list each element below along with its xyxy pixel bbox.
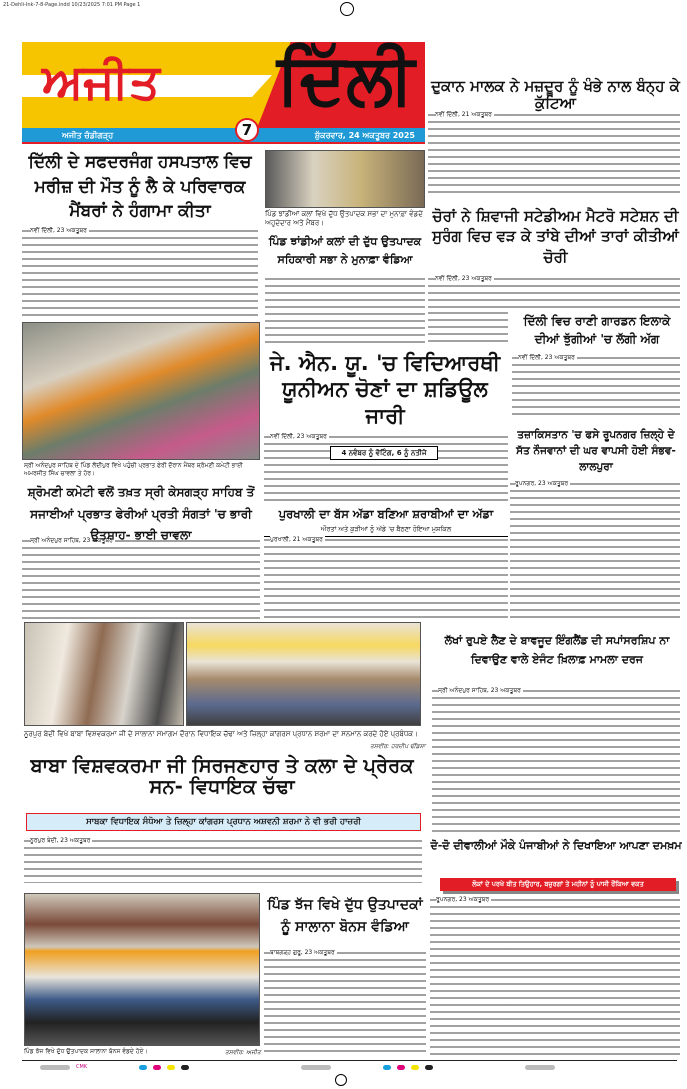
headline-fire: ਦਿੱਲੀ ਵਿਚ ਰਾਣੀ ਗਾਰਡਨ ਇਲਾਕੇ ਦੀਆਂ ਝੁੱਗੀਆਂ 'ਚ ਲੱਗੀ ਅੱਗ — [523, 314, 671, 346]
article-body — [430, 897, 680, 1055]
headline-safdarjung: ਦਿੱਲੀ ਦੇ ਸਫਦਰਜੰਗ ਹਸਪਤਾਲ ਵਿਚ ਮਰੀਜ਼ ਦੀ ਮੌਤ ਨੂੰ ਲੈ ਕੇ ਪਰਿਵਾਰਕ ਮੈਂਬਰਾਂ ਨੇ ਹੰਗਾਮਾ ਕੀਤਾ — [28, 152, 252, 222]
article-body — [510, 481, 680, 621]
section-title: ਦਿੱਲੀ — [277, 38, 415, 120]
photo-caption: ਪਿੰਡ ਝਾਂਡੀਆਂ ਕਲਾਂ ਵਿਖੇ ਦੁੱਧ ਉਤਪਾਦਕ ਸਭਾ ਦਾ ਮੁਨਾਫ਼ਾ ਵੰਡਦੇ ਅਹੁਦੇਦਾਰ ਅਤੇ ਮੈਂਬਰ। — [265, 210, 423, 228]
color-bar-label: CMK — [76, 1064, 88, 1070]
article-body — [264, 950, 426, 1055]
photo-caption: ਪਿੰਡ ਝੱਜ ਵਿਖੇ ਦੁੱਧ ਉਤਪਾਦਕ ਸਾਲਾਨਾ ਬੋਨਸ ਵੰਡਦੇ ਹੋਏ। — [24, 1048, 148, 1055]
photo-credit: ਤਸਵੀਰ: ਹਰਦੀਪ ਢੀਂਡਸਾ — [370, 743, 426, 750]
dateline: ਸ੍ਰੀ ਅਨੰਦਪੁਰ ਸਾਹਿਬ, 23 ਅਕਤੂਬਰ — [30, 537, 113, 544]
registration-mark — [335, 1074, 347, 1086]
headline-vishwakarma: ਬਾਬਾ ਵਿਸ਼ਵਕਰਮਾ ਜੀ ਸਿਰਜਣਹਾਰ ਤੇ ਕਲਾ ਦੇ ਪ੍ਰੇਰਕ ਸਨ- ਵਿਧਾਇਕ ਚੱਢਾ — [30, 754, 414, 799]
article-body — [22, 538, 260, 620]
headline-jhajj: ਪਿੰਡ ਝੱਜ ਵਿਖੇ ਦੁੱਧ ਉਤਪਾਦਕਾਂ ਨੂੰ ਸਾਲਾਨਾ ਬੋਨਸ ਵੰਡਿਆ — [267, 897, 423, 935]
photo-credit: ਤਸਵੀਰ: ਅਜੀਤ — [225, 1049, 261, 1056]
dateline: ਨਵੀਂ ਦਿੱਲੀ, 23 ਅਕਤੂਬਰ — [270, 433, 327, 440]
brand-logo: ਅਜੀਤ — [42, 54, 160, 110]
article-body — [432, 688, 680, 836]
dateline: ਨੂਰਪੁਰ ਬੇਦੀ, 23 ਅਕਤੂਬਰ — [30, 837, 91, 844]
headline-tajikistan: ਤਜ਼ਾਕਿਸਤਾਨ 'ਚ ਫਸੇ ਰੂਪਨਗਰ ਜ਼ਿਲ੍ਹੇ ਦੇ ਸੱਤ ਨੌਜਵਾਨਾਂ ਦੀ ਘਰ ਵਾਪਸੀ ਹੋਈ ਸੰਭਵ- ਲਾਲਪੁਰਾ — [516, 429, 676, 473]
dateline: ਰੂਪਨਗਰ, 23 ਅਕਤੂਬਰ — [515, 480, 569, 487]
photo-caption: ਨੂਰਪੁਰ ਬੇਦੀ ਵਿਖੇ ਬਾਬਾ ਵਿਸ਼ਵਕਰਮਾ ਜੀ ਦੇ ਸਾਲਾਨਾ ਸਮਾਗਮ ਦੌਰਾਨ ਵਿਧਾਇਕ ਚੱਢਾ ਅਤੇ ਜ਼ਿਲ੍ਹਾ ਕਾਂਗਰਸ ਪ੍ਰਧਾਨ ਸ਼ਰਮਾ ਦਾ ਸਨਮਾਨ ਕਰਦੇ ਹੋਏ ਪ੍ਰਬੰਧਕ। — [24, 730, 418, 738]
dateline: ਨਵੀਂ ਦਿੱਲੀ, 21 ਅਕਤੂਬਰ — [435, 111, 492, 118]
headline-sgpc: ਸ਼੍ਰੋਮਣੀ ਕਮੇਟੀ ਵਲੋਂ ਤਖ਼ਤ ਸ੍ਰੀ ਕੇਸਗੜ੍ਹ ਸਾਹਿਬ ਤੋਂ ਸਜਾਈਆਂ ਪ੍ਰਭਾਤ ਫੇਰੀਆਂ ਪ੍ਰਤੀ ਸੰਗਤਾਂ 'ਚ ਭਾਰੀ ਉਤਸ਼ਾਹ- ਭਾਈ ਚਾਵਲਾ — [27, 485, 255, 543]
page-number: 7 — [235, 118, 259, 142]
headline-metro: ਚੋਰਾਂ ਨੇ ਸ਼ਿਵਾਜੀ ਸਟੇਡੀਅਮ ਮੈਟਰੋ ਸਟੇਸ਼ਨ ਦੀ ਸੁਰੰਗ ਵਿਚ ਵੜ ਕੇ ਤਾਂਬੇ ਦੀਆਂ ਤਾਰਾਂ ਕੀਤੀਆਂ ਚੋਰੀ — [432, 207, 679, 266]
dateline: ਰੂਪਨਗਰ, 23 ਅਕਤੂਬਰ — [436, 896, 490, 903]
divider — [22, 1060, 677, 1061]
photo-vishwakarma-1 — [24, 622, 184, 726]
subheadline-bar: ਲੋਕਾਂ ਦੇ ਪਰਖੇ ਬੀਤ ਤਿਉਹਾਰ, ਬਜ਼ੁਰਗਾਂ ਤੇ ਮਹੀਨਾਂ ਨੂੰ ਪਾਸੀ ਰੌਂਕਿਆ ਵਕਤ — [440, 878, 676, 891]
highlight-box: 4 ਨਵੰਬਰ ਨੂੰ ਵੋਟਿੰਗ, 6 ਨੂੰ ਨਤੀਜੇ — [330, 446, 438, 460]
color-bar — [40, 1063, 680, 1071]
photo-jhandian — [265, 150, 425, 208]
article-body — [265, 276, 425, 344]
headline-shop: ਦੁਕਾਨ ਮਾਲਕ ਨੇ ਮਜ਼ਦੂਰ ਨੂੰ ਖੰਭੇ ਨਾਲ ਬੰਨ੍ਹ ਕੇ ਕੁੱਟਿਆ — [431, 77, 680, 113]
photo-jhajj — [24, 893, 260, 1046]
article-body — [428, 310, 508, 347]
article-body — [264, 434, 508, 505]
headline-jhandian: ਪਿੰਡ ਝਾਂਡੀਆਂ ਕਲਾਂ ਦੀ ਦੁੱਧ ਉਤਪਾਦਕ ਸਹਿਕਾਰੀ ਸਭਾ ਨੇ ਮੁਨਾਫ਼ਾ ਵੰਡਿਆ — [268, 235, 422, 266]
print-slug: 21-Dehli-Ink-7-8-Page.indd 10/23/2025 7:01 PM Page 1 — [3, 2, 141, 8]
issue-date: ਸ਼ੁੱਕਰਵਾਰ, 24 ਅਕਤੂਬਰ 2025 — [314, 131, 415, 140]
dateline: ਬਾਬਗੜ੍ਹ ਗੁਰੂ, 23 ਅਕਤੂਬਰ — [270, 949, 335, 956]
dateline: ਨਵੀਂ ਦਿੱਲੀ, 23 ਅਕਤੂਬਰ — [435, 275, 492, 282]
article-body — [512, 355, 680, 420]
article-body — [428, 112, 680, 197]
photo-sgpc — [22, 322, 260, 460]
dateline: ਪੁਰਖਾਲੀ, 21 ਅਕਤੂਬਰ — [270, 536, 323, 543]
article-body — [22, 228, 258, 318]
dateline: ਨਵੀਂ ਦਿੱਲੀ, 23 ਅਕਤੂਬਰ — [518, 354, 575, 361]
subheadline: ਔਰਤਾਂ ਅਤੇ ਕੁੜੀਆਂ ਨੂੰ ਅੱਡੇ 'ਚ ਬੈਠਣਾ ਹੋਇਆ ਮੁਸ਼ਕਿਲ — [264, 525, 508, 537]
article-body — [264, 537, 508, 620]
headline-diwali: ਦੋ-ਦੋ ਦੀਵਾਲੀਆਂ ਮੌਕੇ ਪੰਜਾਬੀਆਂ ਨੇ ਦਿਖਾਇਆ ਆਪਣਾ ਦਮਖ਼ਮ — [430, 839, 682, 852]
headline-jnu: ਜੇ. ਐਨ. ਯੂ. 'ਚ ਵਿਦਿਆਰਥੀ ਯੂਨੀਅਨ ਚੋਣਾਂ ਦਾ ਸ਼ਡਿਊਲ ਜਾਰੀ — [269, 351, 501, 428]
masthead — [22, 38, 425, 146]
subheadline-box: ਸਾਬਕਾ ਵਿਧਾਇਕ ਸੰਧੋਆ ਤੇ ਜ਼ਿਲ੍ਹਾ ਕਾਂਗਰਸ ਪ੍ਰਧਾਨ ਅਸ਼ਵਨੀ ਸ਼ਰਮਾ ਨੇ ਵੀ ਭਰੀ ਹਾਜ਼ਰੀ — [26, 813, 421, 831]
headline-purkhali: ਪੁਰਖਾਲੀ ਦਾ ਬੱਸ ਅੱਡਾ ਬਣਿਆ ਸ਼ਰਾਬੀਆਂ ਦਾ ਅੱਡਾ — [278, 507, 494, 521]
headline-england: ਲੱਖਾਂ ਰੁਪਏ ਲੈਣ ਦੇ ਬਾਵਜੂਦ ਇੰਗਲੈਂਡ ਦੀ ਸਪਾਂਸਰਸ਼ਿਪ ਨਾ ਦਿਵਾਉਣ ਵਾਲੇ ਏਜੰਟ ਖ਼ਿਲਾਫ਼ ਮਾਮਲਾ ਦਰਜ — [444, 634, 670, 666]
registration-mark — [340, 2, 354, 16]
edition-label: ਅਜੀਤ ਚੰਡੀਗੜ੍ਹ — [62, 131, 114, 140]
dateline: ਸ੍ਰੀ ਅਨੰਦਪੁਰ ਸਾਹਿਬ, 23 ਅਕਤੂਬਰ — [438, 687, 521, 694]
photo-caption: ਸ੍ਰੀ ਅਨੰਦਪੁਰ ਸਾਹਿਬ ਦੇ ਪਿੰਡ ਲੋਦੀਪੁਰ ਵਿਖੇ ਪਹੁੰਚੀ ਪ੍ਰਭਾਤ ਫੇਰੀ ਦੌਰਾਨ ਮੈਂਬਰ ਸ਼੍ਰੋਮਣੀ ਕਮੇਟੀ ਭਾਈ ਅਮਰਜੀਤ ਸਿੰਘ ਚਾਵਲਾ ਤੇ ਹੋਰ। — [24, 462, 243, 477]
photo-vishwakarma-2 — [186, 622, 421, 726]
dateline: ਨਵੀਂ ਦਿੱਲੀ, 23 ਅਕਤੂਬਰ — [30, 227, 87, 234]
